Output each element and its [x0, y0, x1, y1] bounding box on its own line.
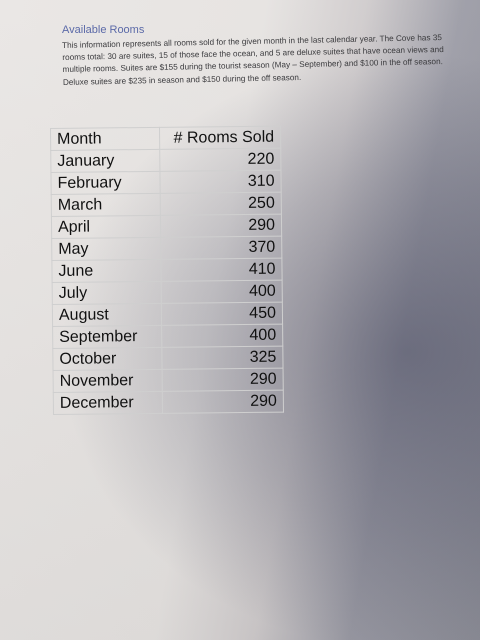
- month-cell: April: [51, 215, 160, 238]
- page-heading: Available Rooms: [62, 24, 145, 36]
- rooms-sold-table: [50, 126, 284, 415]
- month-cell: July: [52, 281, 161, 304]
- table-header-row: [51, 126, 281, 150]
- table-row: [53, 324, 283, 348]
- table-row: [51, 170, 281, 194]
- rooms-sold-cell: 370: [161, 236, 282, 259]
- rooms-sold-cell: 325: [162, 346, 283, 369]
- table-row: [52, 280, 282, 304]
- rooms-sold-cell: 450: [161, 302, 282, 325]
- rooms-sold-cell: 290: [160, 214, 281, 237]
- month-cell: June: [52, 259, 161, 282]
- month-cell: March: [51, 193, 160, 216]
- table-row: [53, 346, 283, 370]
- month-cell: May: [52, 237, 161, 260]
- month-cell: February: [51, 171, 160, 194]
- table-row: [52, 236, 282, 260]
- month-cell: August: [52, 303, 161, 326]
- table-row: [51, 192, 281, 216]
- rooms-sold-cell: 290: [162, 368, 283, 391]
- month-cell: September: [53, 325, 162, 348]
- table-row: [51, 148, 281, 172]
- table-row: [53, 368, 283, 392]
- rooms-sold-cell: 410: [161, 258, 282, 281]
- rooms-sold-cell: 400: [162, 324, 283, 347]
- table-row: [51, 214, 281, 238]
- intro-paragraph: This information represents all rooms sold for the given month in the last calendar year. The Cove has 35 rooms total: 30 are suites, 15 of those face the ocean, and 5 are deluxe suites that have ocean views and multiple rooms. Suites are $155 during the tourist season (May – September) and $100 in the off season. Deluxe suites are $235 in season and $150 during the off season.: [62, 33, 444, 87]
- rooms-sold-cell: 220: [160, 148, 281, 171]
- column-header-rooms-sold: # Rooms Sold: [159, 126, 280, 149]
- rooms-sold-cell: 310: [160, 170, 281, 193]
- month-cell: January: [51, 149, 160, 172]
- month-cell: December: [53, 391, 162, 414]
- column-header-month: Month: [51, 127, 160, 150]
- table-row: [53, 390, 283, 414]
- rooms-sold-cell: 290: [162, 390, 283, 413]
- rooms-sold-cell: 400: [161, 280, 282, 303]
- month-cell: October: [53, 347, 162, 370]
- rooms-sold-cell: 250: [160, 192, 281, 215]
- table-row: [52, 302, 282, 326]
- table-row: [52, 258, 282, 282]
- month-cell: November: [53, 369, 162, 392]
